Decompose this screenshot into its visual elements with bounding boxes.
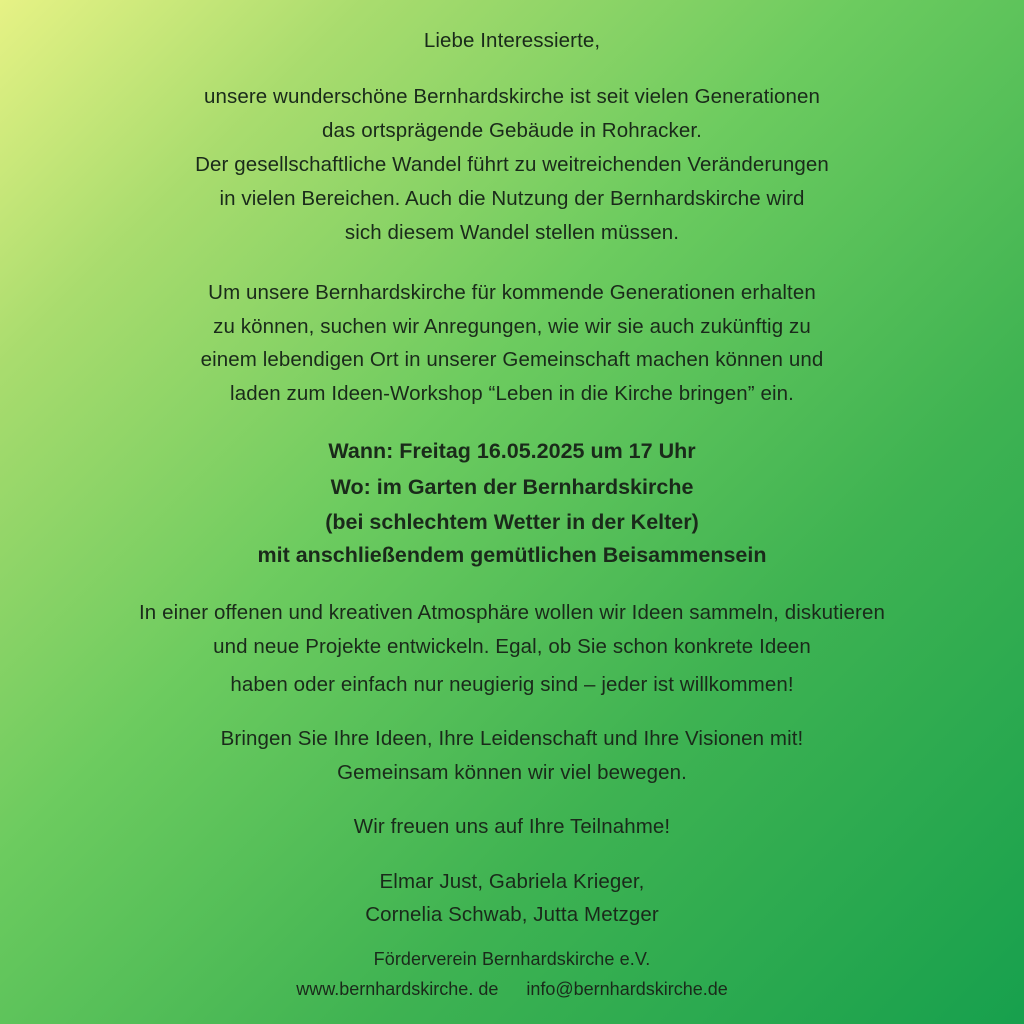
paragraph-line: zu können, suchen wir Anregungen, wie wir sie auch zukünftig zu <box>213 315 811 338</box>
event-social: mit anschließendem gemütlichen Beisammensein <box>257 543 767 567</box>
signature-line: Elmar Just, Gabriela Krieger, <box>379 870 645 893</box>
signature-line: Cornelia Schwab, Jutta Metzger <box>365 903 659 926</box>
paragraph-line: Gemeinsam können wir viel bewegen. <box>337 761 687 784</box>
paragraph-line: Um unsere Bernhardskirche für kommende Generationen erhalten <box>208 281 816 304</box>
greeting: Liebe Interessierte, <box>423 29 601 52</box>
paragraph-line: das ortsprägende Gebäude in Rohracker. <box>322 119 702 142</box>
email-link[interactable]: info@bernhardskirche.de <box>526 979 728 999</box>
event-weather-note: (bei schlechtem Wetter in der Kelter) <box>325 510 699 534</box>
paragraph-line: Bringen Sie Ihre Ideen, Ihre Leidenschaft und Ihre Visionen mit! <box>220 727 804 750</box>
paragraph-line: in vielen Bereichen. Auch die Nutzung der Bernhardskirche wird <box>219 187 805 210</box>
paragraph-line: sich diesem Wandel stellen müssen. <box>344 221 680 244</box>
paragraph-line: Der gesellschaftliche Wandel führt zu weitreichenden Veränderungen <box>195 153 829 176</box>
paragraph-line: unsere wunderschöne Bernhardskirche ist seit vielen Generationen <box>203 85 821 108</box>
contact-row <box>0 977 1024 1001</box>
organization-name: Förderverein Bernhardskirche e.V. <box>373 949 651 969</box>
closing-line: Wir freuen uns auf Ihre Teilnahme! <box>353 815 671 838</box>
paragraph-line: laden zum Ideen-Workshop “Leben in die Kirche bringen” ein. <box>230 382 794 405</box>
event-where: Wo: im Garten der Bernhardskirche <box>330 475 694 499</box>
paragraph-line: In einer offenen und kreativen Atmosphäre wollen wir Ideen sammeln, diskutieren <box>139 601 885 624</box>
paragraph-line: haben oder einfach nur neugierig sind – jeder ist willkommen! <box>230 673 794 696</box>
paragraph-line: und neue Projekte entwickeln. Egal, ob Sie schon konkrete Ideen <box>213 635 811 658</box>
event-when: Wann: Freitag 16.05.2025 um 17 Uhr <box>328 439 696 463</box>
paragraph-line: einem lebendigen Ort in unserer Gemeinschaft machen können und <box>200 348 824 371</box>
website-link[interactable]: www.bernhardskirche. de <box>296 979 499 999</box>
